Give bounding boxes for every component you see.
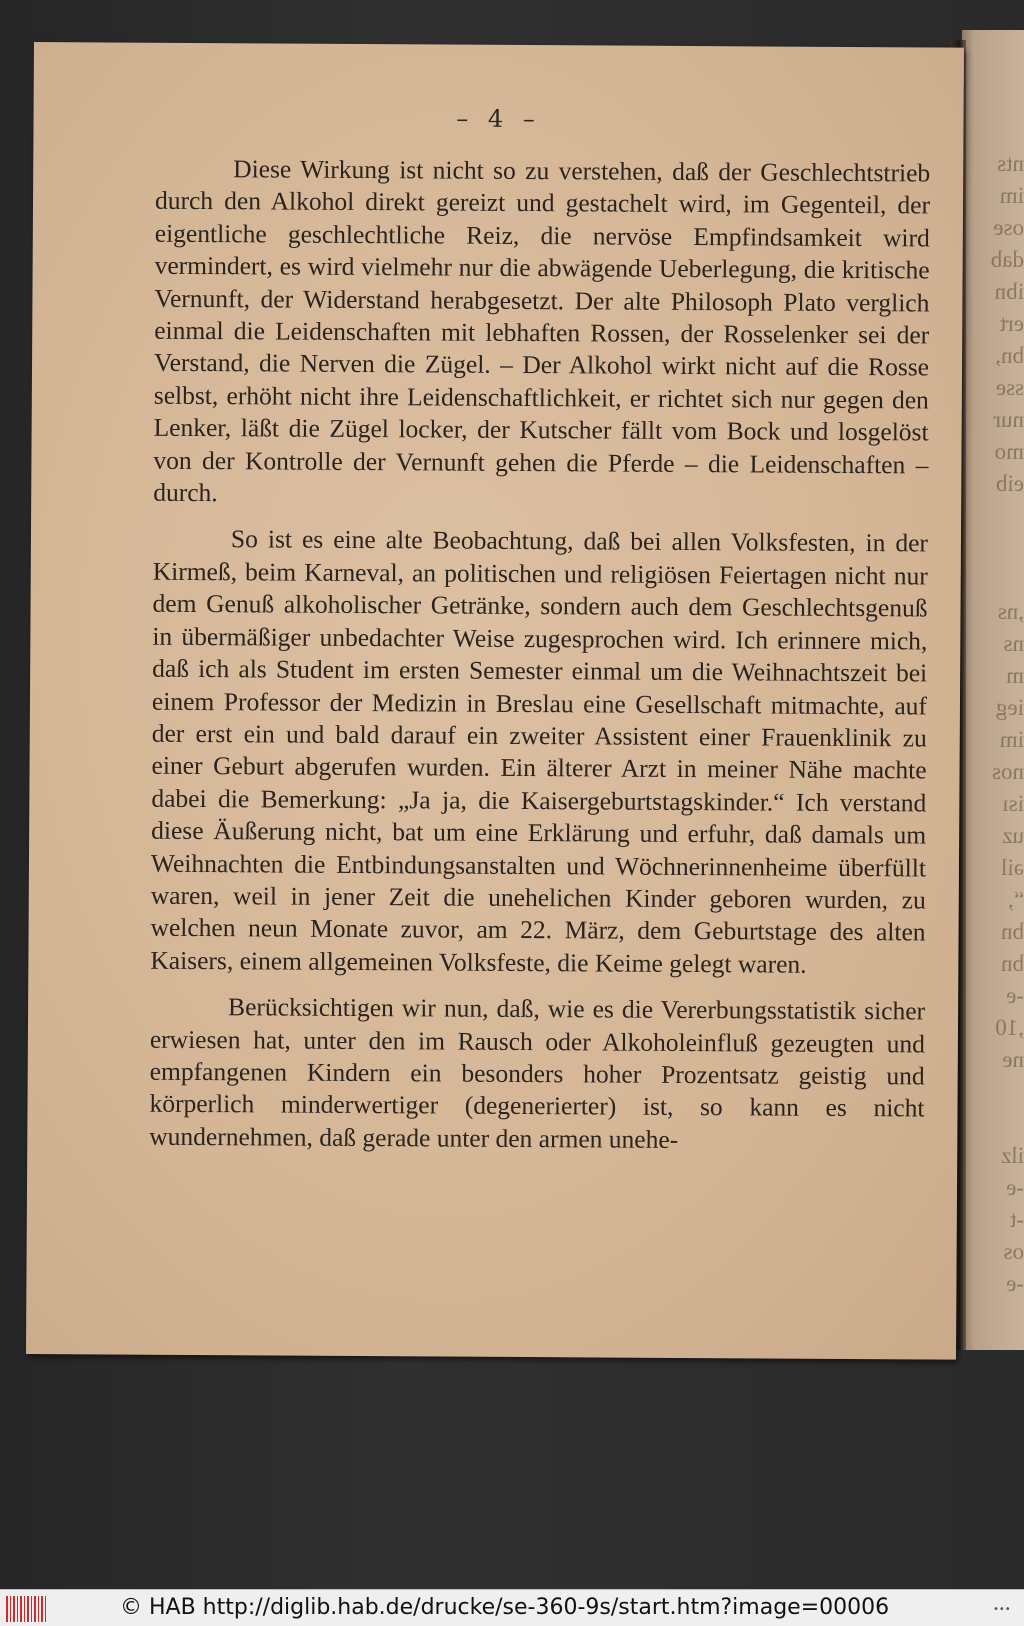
footer-bar bbox=[0, 1589, 1024, 1626]
next-page-edge bbox=[962, 30, 1024, 1350]
paragraph-3: Berücksichtigen wir nun, daß, wie es die Vererbungsstatistik sicher erwiesen hat, unter den im Rausch oder Alkoholeinfluß gezeugten und empfangenen Kindern ein besonders hoher Prozentsatz geistig und körperlich minderwertiger (degenerierter) ist, so kann es nicht wundernehmen, daß gerade unter den armen unehe- bbox=[149, 992, 926, 1154]
page-body bbox=[149, 153, 930, 1158]
bleed-through-text: nts im ose dab ibn ert bn, sse nur mo eib ,ns ns m ieg im nos isı uz əil “, bn bn -e ,10 ne ilz -e -t os -e bbox=[990, 151, 1024, 1296]
footer-menu-icon[interactable]: ••• bbox=[993, 1604, 1011, 1615]
book-page bbox=[26, 42, 964, 1360]
page-number: – 4 – bbox=[456, 104, 541, 134]
footer-copyright-link[interactable]: © HAB http://diglib.hab.de/drucke/se-360-9s/start.htm?image=00006 bbox=[120, 1595, 890, 1620]
paragraph-2: So ist es eine alte Beobachtung, daß bei allen Volksfesten, in der Kirmeß, beim Karneval, an politischen und religiösen Feiertagen nicht nur dem Genuß alkoholischer Getränke, sondern auch dem Geschlechtsgenuß in übermäßiger unbedachter Weise zugesprochen wird. Ich erinnere mich, daß ich als Student im ersten Semester einmal um die Weihnachtszeit bei einem Professor der Medizin in Breslau eine Gesellschaft mitmachte, auf der erst ein und bald darauf ein zweiter Assistent einer Frauenklinik zu einer Geburt abgerufen wurden. Ein älterer Arzt in meiner Nähe machte dabei die Bemerkung: „Ja ja, die Kaisergeburtstagskinder.“ Ich verstand diese Äußerung nicht, bat um eine Erklärung und erfuhr, daß damals um Weihnachten die Entbindungsanstalten und Wöchnerinnenheime überfüllt waren, weil in jener Zeit die unehelichen Kinder geboren wurden, zu welchen neun Monate zuvor, am 22. März, dem Geburtstage des alten Kaisers, einem allgemeinen Volksfeste, die Keime gelegt waren. bbox=[150, 524, 929, 979]
paragraph-1: Diese Wirkung ist nicht so zu verstehen, daß der Geschlechtstrieb durch den Alkohol direkt gereizt und gestachelt wird, im Gegenteil, der eigentliche geschlechtliche Reiz, die nervöse Empfindsamkeit wird vermindert, es wird vielmehr nur die abwägende Ueberlegung, die kritische Vernunft, der Widerstand herabgesetzt. Der alte Philosoph Plato verglich einmal die Leidenschaften mit lebhaften Rossen, der Rosselenker sei der Verstand, die Nerven die Zügel. – Der Alkohol wirkt nicht auf die Rosse selbst, erhöht nicht ihre Leidenschaftlichkeit, er richtet sich nur gegen den Lenker, läßt die Zügel locker, der Kutscher fällt vom Bock und losgelöst von der Kontrolle der Vernunft gehen die Pferde – die Leidenschaften – durch. bbox=[153, 154, 931, 508]
hab-logo-icon bbox=[6, 1596, 46, 1622]
